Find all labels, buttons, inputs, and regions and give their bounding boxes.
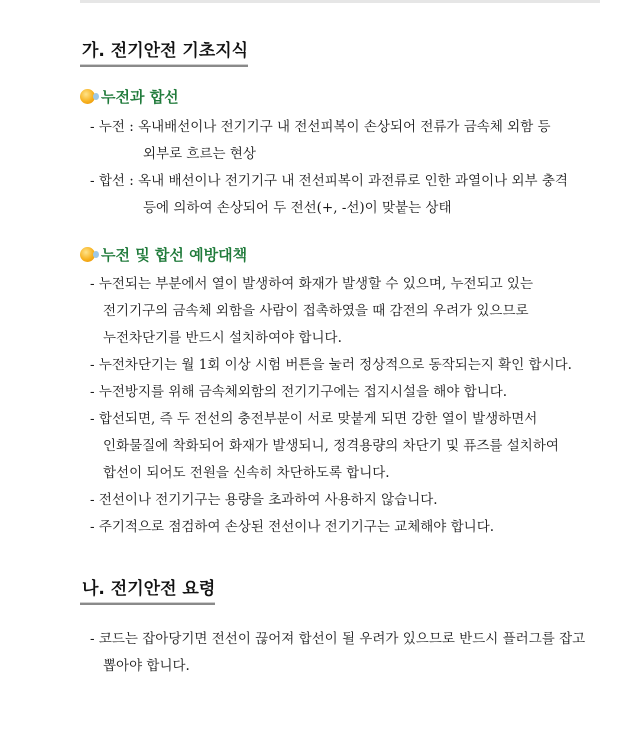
section-heading-na — [80, 574, 215, 605]
short-definition-line2: 등에 의하여 손상되어 두 전선(+, -선)이 맞붙는 상태 — [143, 200, 452, 216]
subheading-title: 누전과 합선 — [101, 88, 179, 106]
prevention-line: - 합선되면, 즉 두 전선의 충전부분이 서로 맞붙게 되면 강한 열이 발생하면서 — [90, 411, 538, 427]
prevention-line: 누전차단기를 반드시 설치하여야 합니다. — [103, 330, 342, 346]
subheading-title: 누전 및 합선 예방대책 — [101, 246, 248, 264]
safety-tip-line: 뽑아야 합니다. — [103, 658, 190, 674]
heading-underline — [80, 602, 215, 605]
prevention-line: - 전선이나 전기기구는 용량을 초과하여 사용하지 않습니다. — [90, 492, 438, 508]
bullet-icon — [80, 89, 95, 104]
leak-definition-line2: 외부로 흐르는 현상 — [143, 146, 256, 162]
prevention-line: - 누전차단기는 월 1회 이상 시험 버튼을 눌러 정상적으로 동작되는지 확인 합시다. — [90, 357, 572, 373]
prevention-line: - 누전되는 부분에서 열이 발생하여 화재가 발생할 수 있으며, 누전되고 있는 — [90, 276, 533, 292]
top-divider — [80, 0, 600, 3]
subheading-leak-short — [80, 86, 179, 107]
prevention-line: 인화물질에 착화되어 화재가 발생되니, 정격용량의 차단기 및 퓨즈를 설치하여 — [103, 438, 559, 454]
bullet-icon — [80, 247, 95, 262]
section-heading-ga — [80, 36, 248, 67]
heading-underline — [80, 64, 248, 67]
section-title-ga: 가. 전기안전 기초지식 — [82, 41, 249, 61]
subheading-prevention — [80, 244, 247, 265]
short-definition-line1: - 합선 : 옥내 배선이나 전기기구 내 전선피복이 과전류로 인한 과열이나 외부 충격 — [90, 173, 568, 189]
prevention-line: 전기기구의 금속체 외함을 사람이 접촉하였을 때 감전의 우려가 있으므로 — [103, 303, 529, 319]
prevention-line: - 누전방지를 위해 금속체외함의 전기기구에는 접지시설을 해야 합니다. — [90, 384, 508, 400]
safety-tip-line: - 코드는 잡아당기면 전선이 끊어져 합선이 될 우려가 있으므로 반드시 플러그를 잡고 — [90, 631, 586, 647]
section-title-na: 나. 전기안전 요령 — [82, 579, 216, 599]
prevention-line: - 주기적으로 점검하여 손상된 전선이나 전기기구는 교체해야 합니다. — [90, 519, 495, 535]
prevention-line: 합선이 되어도 전원을 신속히 차단하도록 합니다. — [103, 465, 390, 481]
leak-definition-line1: - 누전 : 옥내배선이나 전기기구 내 전선피복이 손상되어 전류가 금속체 외함 등 — [90, 119, 551, 135]
